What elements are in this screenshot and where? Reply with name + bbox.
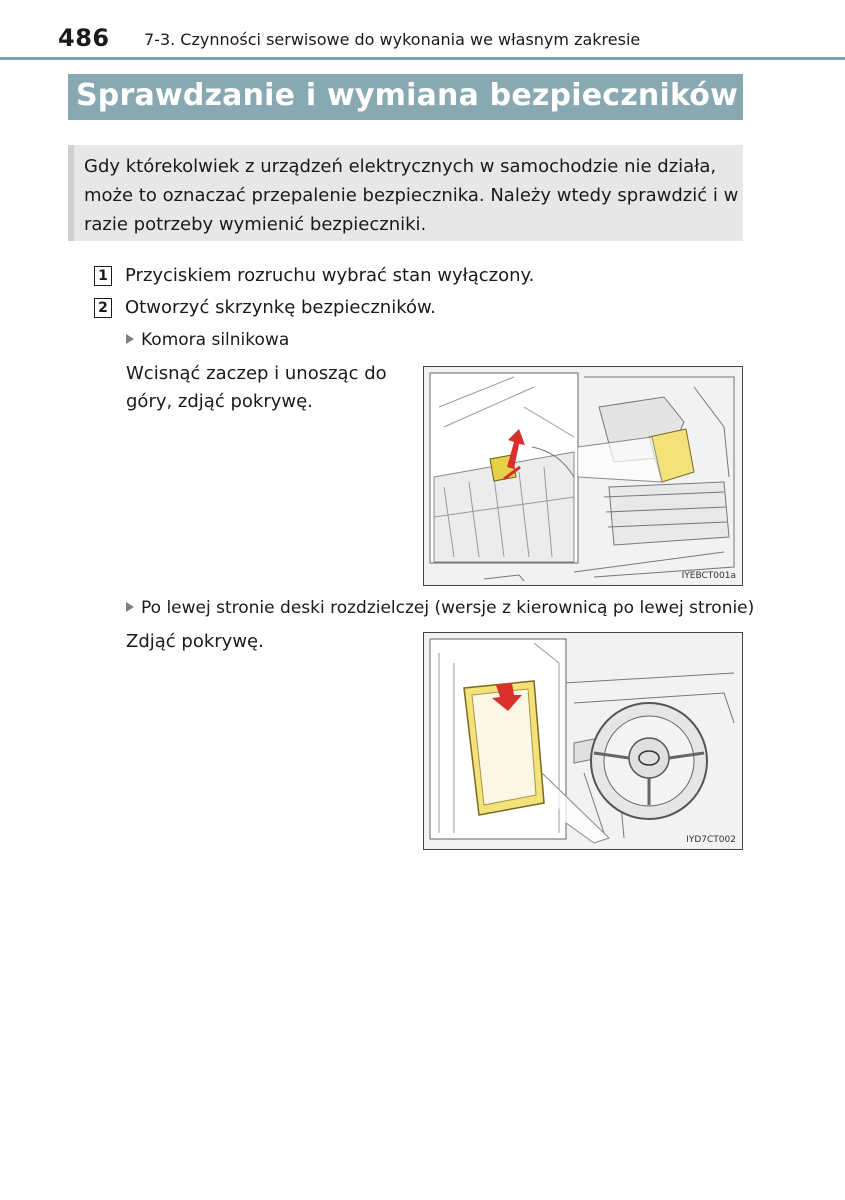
step-1-text: Przyciskiem rozruchu wybrać stan wyłączony. [125, 265, 535, 286]
page-title: Sprawdzanie i wymiana bezpieczników [76, 78, 739, 113]
dashboard-fusebox-illustration [423, 632, 743, 850]
step-1-number: 1 [94, 266, 112, 286]
header-rule [0, 57, 845, 60]
engine-compartment-heading [126, 330, 289, 350]
engine-compartment-heading-text: Komora silnikowa [141, 330, 290, 350]
bullet-triangle-icon [126, 602, 134, 612]
engine-compartment-instruction: Wcisnąć zaczep i unosząc do góry, zdjąć pokrywę. [126, 363, 387, 412]
engine-fusebox-drawing [424, 367, 742, 585]
page-number: 486 [58, 24, 110, 52]
dashboard-left-heading [126, 598, 754, 618]
dashboard-figure-code: IYD7CT002 [686, 835, 736, 845]
dashboard-fusebox-drawing [424, 633, 742, 849]
step-2-number: 2 [94, 298, 112, 318]
step-2-text: Otworzyć skrzynkę bezpieczników. [125, 297, 436, 318]
dashboard-left-heading-text: Po lewej stronie deski rozdzielczej (wersje z kierownicą po lewej stronie) [141, 598, 755, 618]
engine-fusebox-illustration [423, 366, 743, 586]
intro-text: Gdy którekolwiek z urządzeń elektrycznych w samochodzie nie działa, może to oznaczać przepalenie bezpiecznika. Należy wtedy sprawdzić i w razie potrzeby wymienić bezpieczniki. [84, 156, 739, 235]
dashboard-left-instruction: Zdjąć pokrywę. [126, 631, 264, 652]
intro-box-accent [68, 145, 74, 241]
bullet-triangle-icon [126, 334, 134, 344]
section-header: 7-3. Czynności serwisowe do wykonania we własnym zakresie [144, 30, 641, 49]
engine-figure-code: IYEBCT001a [681, 571, 736, 581]
